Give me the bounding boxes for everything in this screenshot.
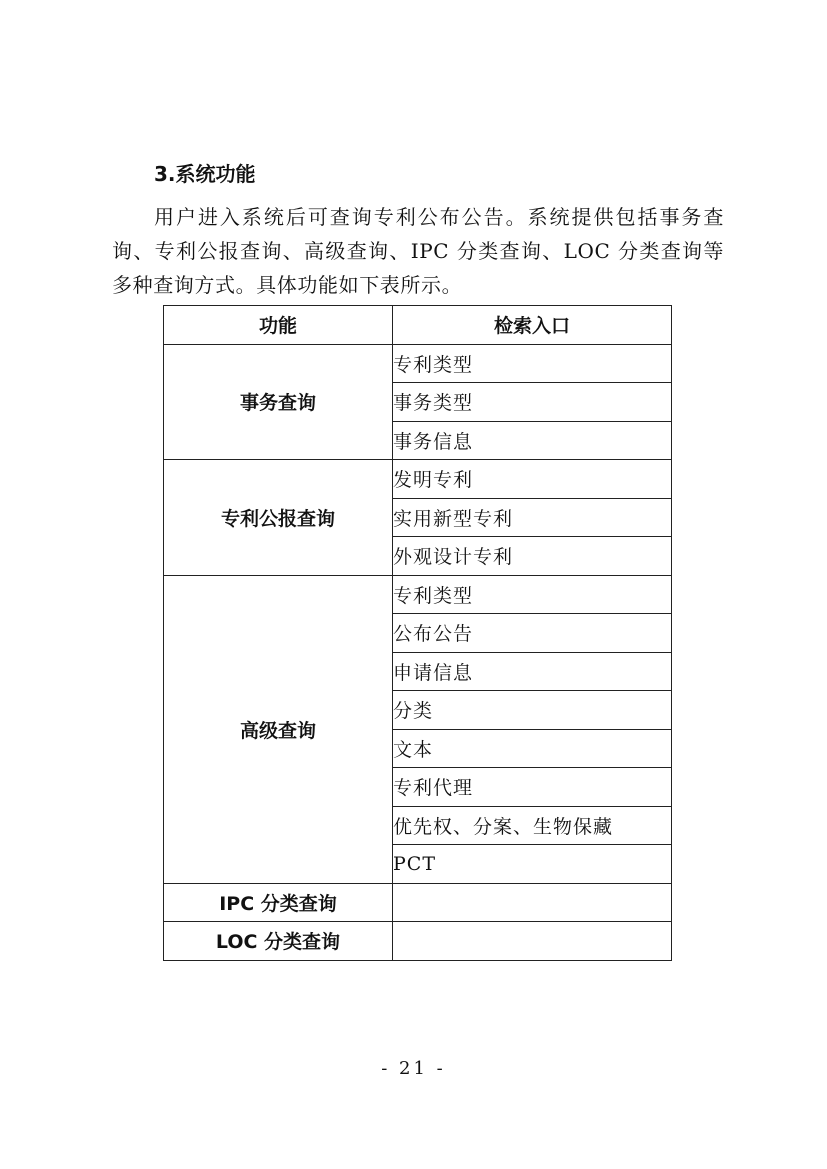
table-body [164, 344, 672, 960]
entry-cell: 申请信息 [393, 652, 672, 691]
entry-cell: 专利类型 [393, 344, 672, 383]
entry-cell: 事务类型 [393, 383, 672, 422]
table-row [164, 575, 672, 614]
header-entry: 检索入口 [393, 306, 672, 345]
entry-cell: 发明专利 [393, 460, 672, 499]
entry-cell: 优先权、分案、生物保藏 [393, 806, 672, 845]
entry-cell: 外观设计专利 [393, 537, 672, 576]
entry-cell [393, 922, 672, 961]
section-heading: 3.系统功能 [154, 162, 256, 186]
entry-cell [393, 883, 672, 922]
page-number: - 21 - [381, 1058, 446, 1079]
entry-cell: 文本 [393, 729, 672, 768]
entry-cell: PCT [393, 845, 672, 884]
table-row [164, 460, 672, 499]
entry-cell: 专利代理 [393, 768, 672, 807]
table-row [164, 922, 672, 961]
function-cell: LOC 分类查询 [164, 922, 393, 961]
entry-cell: 事务信息 [393, 421, 672, 460]
table-row [164, 344, 672, 383]
table-row [164, 883, 672, 922]
function-cell: 事务查询 [164, 344, 393, 460]
header-function: 功能 [164, 306, 393, 345]
function-cell: 高级查询 [164, 575, 393, 883]
intro-paragraph [112, 200, 724, 302]
table-header-row [164, 306, 672, 345]
intro-paragraph-text: 用户进入系统后可查询专利公布公告。系统提供包括事务查询、专利公报查询、高级查询、IPC 分类查询、LOC 分类查询等多种查询方式。具体功能如下表所示。 [112, 205, 724, 297]
function-cell: 专利公报查询 [164, 460, 393, 576]
entry-cell: 专利类型 [393, 575, 672, 614]
entry-cell: 分类 [393, 691, 672, 730]
function-table [163, 305, 672, 961]
entry-cell: 公布公告 [393, 614, 672, 653]
function-cell: IPC 分类查询 [164, 883, 393, 922]
entry-cell: 实用新型专利 [393, 498, 672, 537]
